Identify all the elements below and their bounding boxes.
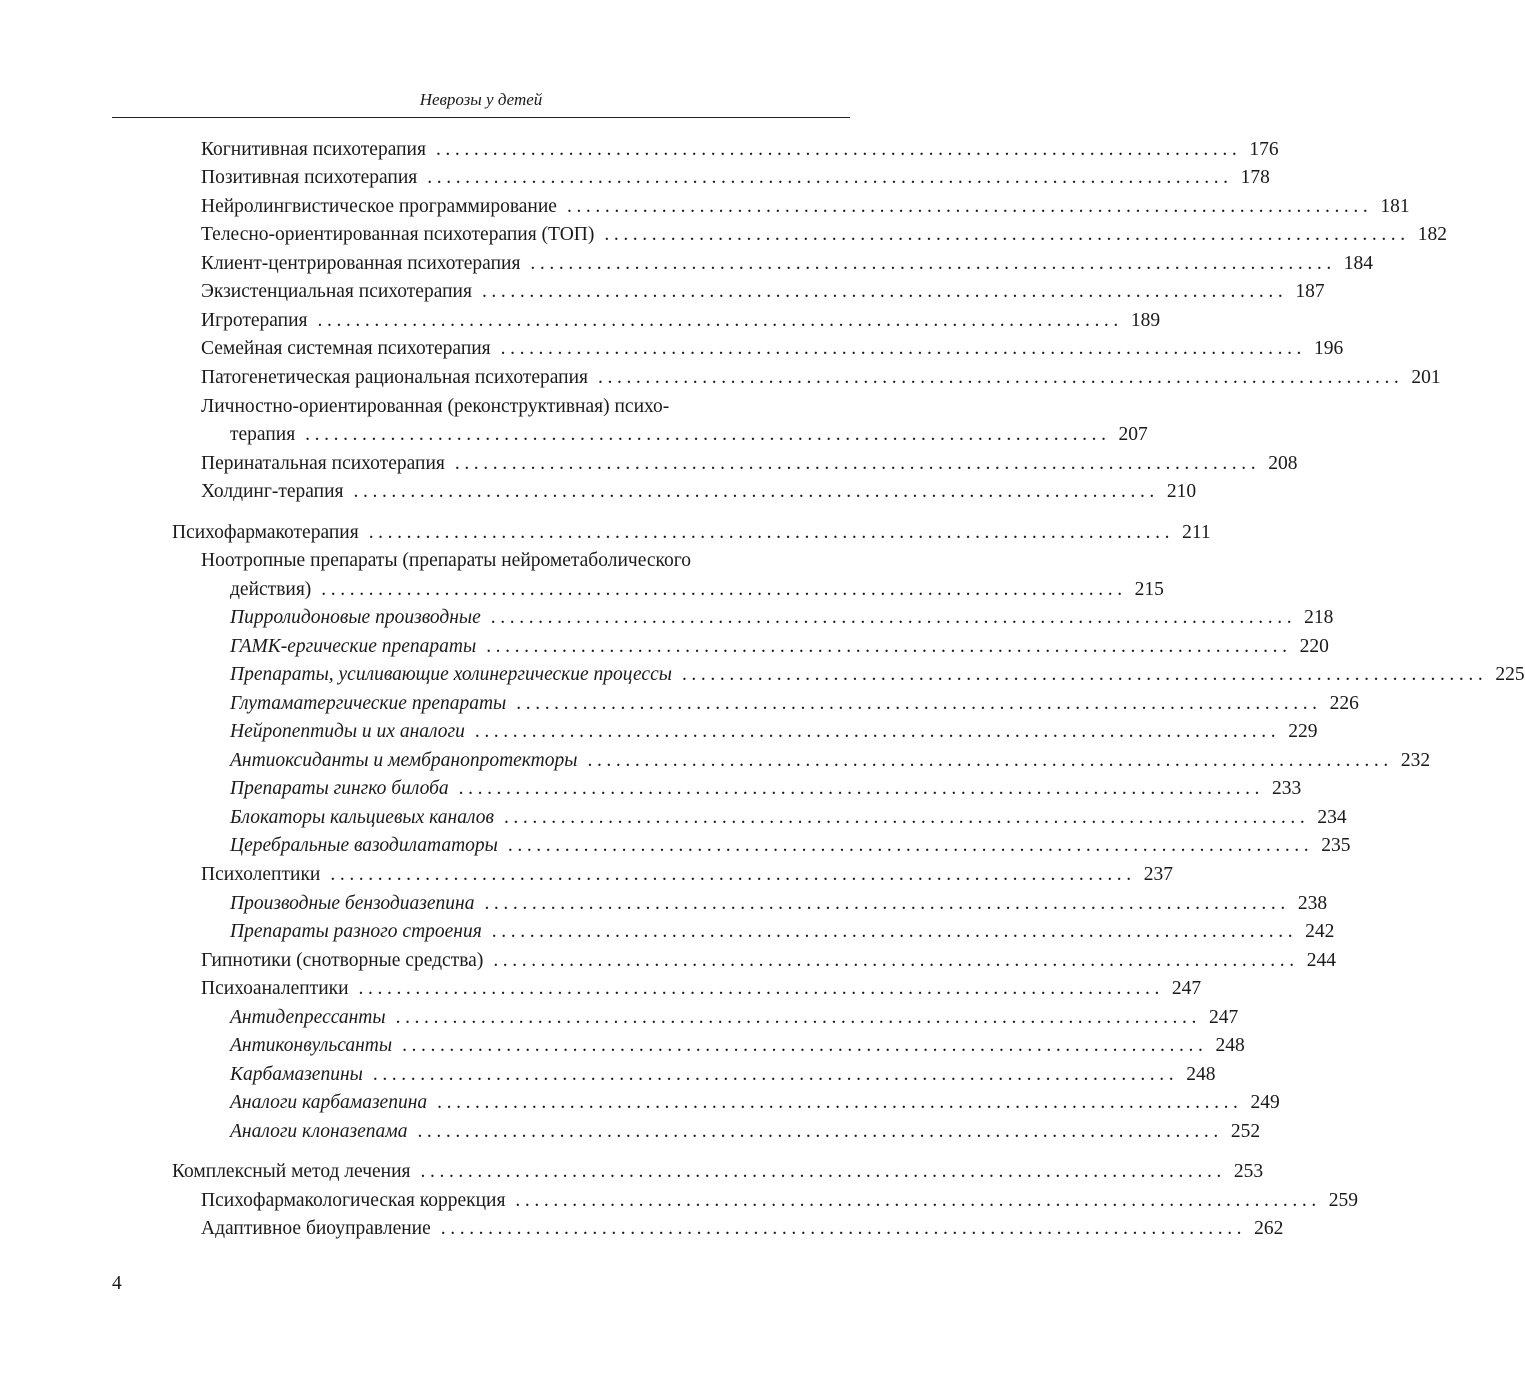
toc-entry-title: Карбамазепины (230, 1064, 363, 1085)
toc-entry-title: Производные бензодиазепина (230, 893, 475, 914)
dot-leader: ..................................................................................... (503, 807, 1310, 828)
toc-entry-title: Глутаматергические препараты (230, 693, 507, 714)
toc-entry-page: 176 (1249, 139, 1279, 160)
toc-entry[interactable] (230, 1089, 1280, 1117)
toc-entry[interactable] (230, 421, 1148, 449)
toc-entry[interactable] (201, 250, 1374, 278)
dot-leader: ..................................................................................... (395, 1007, 1201, 1028)
dot-leader: ..................................................................................... (530, 253, 1336, 274)
dot-leader: ..................................................................................... (305, 424, 1111, 445)
toc-section-entry[interactable] (172, 519, 1211, 547)
toc-entry[interactable] (230, 1118, 1261, 1146)
toc-entry-title: Психоаналептики (201, 978, 349, 999)
toc-entry[interactable] (201, 335, 1344, 363)
dot-leader: ..................................................................................... (458, 778, 1265, 799)
dot-leader: ..................................................................................... (491, 921, 1298, 942)
toc-entry-page: 252 (1230, 1121, 1261, 1142)
dot-leader: ..................................................................................... (372, 1064, 1179, 1085)
dot-leader: ..................................................................................... (598, 367, 1404, 388)
toc-entry-page: 249 (1250, 1092, 1280, 1113)
toc-entry-title: Позитивная психотерапия (201, 167, 418, 188)
toc-entry[interactable] (201, 947, 1336, 975)
toc-entry-title: Когнитивная психотерапия (201, 139, 426, 160)
dot-leader: ..................................................................................... (481, 281, 1288, 302)
toc-entry-page: 210 (1166, 481, 1197, 502)
dot-leader: ..................................................................................... (486, 636, 1292, 657)
toc-entry-page: 234 (1317, 807, 1347, 828)
dot-leader: ..................................................................................... (358, 978, 1164, 999)
dot-leader: ..................................................................................... (420, 1161, 1226, 1182)
toc-entry-page: 181 (1380, 196, 1410, 217)
dot-leader: ..................................................................................... (353, 481, 1159, 502)
toc-entry-page: 196 (1314, 338, 1344, 359)
toc-entry-page: 211 (1182, 522, 1211, 543)
toc-entry[interactable] (201, 307, 1161, 335)
toc-entry[interactable] (230, 633, 1329, 661)
toc-entry[interactable] (201, 278, 1325, 306)
toc-entry-page: 253 (1233, 1161, 1264, 1182)
toc-entry[interactable] (230, 1061, 1216, 1089)
toc-entry-title: Психолептики (201, 864, 321, 885)
dot-leader: ..................................................................................... (402, 1035, 1208, 1056)
toc-entry-page: 238 (1297, 893, 1328, 914)
toc-entry-page: 248 (1186, 1064, 1216, 1085)
toc-entry[interactable] (230, 775, 1302, 803)
dot-leader: ..................................................................................... (321, 579, 1127, 600)
dot-leader: ..................................................................................... (587, 750, 1393, 771)
toc-entry[interactable] (230, 832, 1351, 860)
dot-leader: ..................................................................................... (566, 196, 1373, 217)
toc-entry-title: Адаптивное биоуправление (201, 1218, 431, 1239)
toc-entry-page: 244 (1306, 950, 1336, 971)
toc-entry-page: 201 (1411, 367, 1441, 388)
dot-leader: ..................................................................................... (368, 522, 1175, 543)
toc-entry-title: ГАМК-ергические препараты (230, 636, 477, 657)
toc-entry-title: Психофармакологическая коррекция (201, 1190, 506, 1211)
toc-entry[interactable] (230, 690, 1359, 718)
toc-entry-page: 220 (1299, 636, 1329, 657)
toc-entry-title: Нейропептиды и их аналоги (230, 721, 465, 742)
toc-entry-page: 182 (1417, 224, 1447, 245)
toc-entry-title: Препараты, усиливающие холинергические процессы (230, 664, 672, 685)
toc-entry-page: 225 (1495, 664, 1525, 685)
toc-entry-page: 215 (1134, 579, 1164, 600)
toc-entry-page: 235 (1321, 835, 1351, 856)
toc-entry-title: Антидепрессанты (230, 1007, 386, 1028)
toc-entry-title: Блокаторы кальциевых каналов (230, 807, 494, 828)
dot-leader: ..................................................................................... (484, 893, 1290, 914)
toc-entry[interactable] (230, 890, 1328, 918)
dot-leader: ..................................................................................... (516, 693, 1322, 714)
toc-entry-title: Телесно-ориентированная психотерапия (ТОП) (201, 224, 595, 245)
toc-entry-title: Перинатальная психотерапия (201, 453, 445, 474)
toc-entry[interactable] (201, 975, 1202, 1003)
toc-entry-page: 247 (1208, 1007, 1239, 1028)
toc-entry-page: 232 (1400, 750, 1431, 771)
toc-entry[interactable] (201, 164, 1270, 192)
dot-leader: ..................................................................................... (493, 950, 1299, 971)
toc-entry-title: Аналоги карбамазепина (230, 1092, 428, 1113)
toc-entry-page: 259 (1328, 1190, 1359, 1211)
toc-entry[interactable] (230, 604, 1334, 632)
toc-entry-title: Семейная системная психотерапия (201, 338, 491, 359)
dot-leader: ..................................................................................... (330, 864, 1136, 885)
toc-entry-title: Церебральные вазодилататоры (230, 835, 498, 856)
toc-entry-title: Комплексный метод лечения (172, 1161, 411, 1182)
toc-entry-page: 189 (1130, 310, 1161, 331)
toc-entry[interactable] (230, 661, 1525, 689)
toc-entry[interactable] (201, 364, 1441, 392)
toc-entry-title: Психофармакотерапия (172, 522, 359, 543)
running-header: Неврозы у детей (419, 90, 543, 109)
toc-entry-page: 247 (1171, 978, 1202, 999)
dot-leader: ..................................................................................... (515, 1190, 1321, 1211)
toc-entry-title: Клиент-центрированная психотерапия (201, 253, 521, 274)
toc-entry[interactable] (201, 136, 1279, 164)
toc-entry-title: Препараты гингко билоба (230, 778, 449, 799)
dot-leader: ..................................................................................... (681, 664, 1488, 685)
toc-entry[interactable] (201, 221, 1447, 249)
toc-entry-page: 248 (1215, 1035, 1245, 1056)
toc-entry-page: 178 (1240, 167, 1270, 188)
toc-entry-title: Препараты разного строения (230, 921, 482, 942)
toc-section-entry[interactable] (172, 1158, 1264, 1186)
dot-leader: ..................................................................................... (437, 1092, 1243, 1113)
toc-entry-title: Антиконвульсанты (230, 1035, 393, 1056)
toc-entry[interactable] (230, 1032, 1245, 1060)
toc-entry-page: 262 (1254, 1218, 1284, 1239)
toc-entry[interactable] (230, 718, 1318, 746)
toc-entry[interactable] (201, 478, 1197, 506)
dot-leader: ..................................................................................... (435, 139, 1242, 160)
toc-entry-title: Антиоксиданты и мембранопротекторы (230, 750, 578, 771)
dot-leader: ..................................................................................... (490, 607, 1297, 628)
toc-entry[interactable] (201, 1215, 1284, 1243)
toc-entry-title-line1[interactable]: Ноотропные препараты (препараты нейрометаболического (201, 550, 691, 571)
toc-entry-title: Игротерапия (201, 310, 308, 331)
dot-leader: ..................................................................................... (474, 721, 1281, 742)
toc-entry-page: 207 (1118, 424, 1148, 445)
toc-entry-title-continuation: действия) (230, 579, 312, 600)
toc-entry-title: Экзистенциальная психотерапия (201, 281, 472, 302)
toc-entry[interactable] (201, 193, 1410, 221)
toc-entry-title-continuation: терапия (230, 424, 296, 445)
toc-entry[interactable] (230, 576, 1164, 604)
dot-leader: ..................................................................................... (604, 224, 1410, 245)
page-number: 4 (112, 1273, 122, 1294)
toc-entry-page: 218 (1304, 607, 1334, 628)
dot-leader: ..................................................................................... (317, 310, 1123, 331)
toc-entry[interactable] (230, 1004, 1239, 1032)
toc-entry[interactable] (230, 918, 1335, 946)
dot-leader: ..................................................................................... (417, 1121, 1223, 1142)
toc-entry-title: Нейролингвистическое программирование (201, 196, 557, 217)
toc-entry-title: Аналоги клоназепама (230, 1121, 408, 1142)
toc-entry-page: 237 (1143, 864, 1173, 885)
toc-entry[interactable] (230, 747, 1431, 775)
toc-entry[interactable] (201, 861, 1173, 889)
toc-entry-page: 233 (1272, 778, 1302, 799)
toc-entry-title: Пирролидоновые производные (230, 607, 481, 628)
toc-entry[interactable] (201, 450, 1298, 478)
dot-leader: ..................................................................................... (440, 1218, 1247, 1239)
toc-entry-page: 226 (1329, 693, 1359, 714)
dot-leader: ..................................................................................... (454, 453, 1261, 474)
toc-entry-page: 208 (1268, 453, 1298, 474)
toc-entry[interactable] (201, 1187, 1359, 1215)
toc-entry-title: Холдинг-терапия (201, 481, 344, 502)
toc-entry-page: 242 (1305, 921, 1335, 942)
toc-entry-title: Патогенетическая рациональная психотерапия (201, 367, 589, 388)
dot-leader: ..................................................................................... (427, 167, 1233, 188)
toc-entry-title-line1[interactable]: Личностно-ориентированная (реконструктивная) психо- (201, 396, 670, 417)
toc-entry-page: 187 (1295, 281, 1325, 302)
toc-entry-title: Гипнотики (снотворные средства) (201, 950, 484, 971)
toc-entry[interactable] (230, 804, 1347, 832)
dot-leader: ..................................................................................... (507, 835, 1314, 856)
toc-entry-page: 184 (1343, 253, 1374, 274)
dot-leader: ..................................................................................... (500, 338, 1307, 359)
toc-entry-page: 229 (1288, 721, 1318, 742)
